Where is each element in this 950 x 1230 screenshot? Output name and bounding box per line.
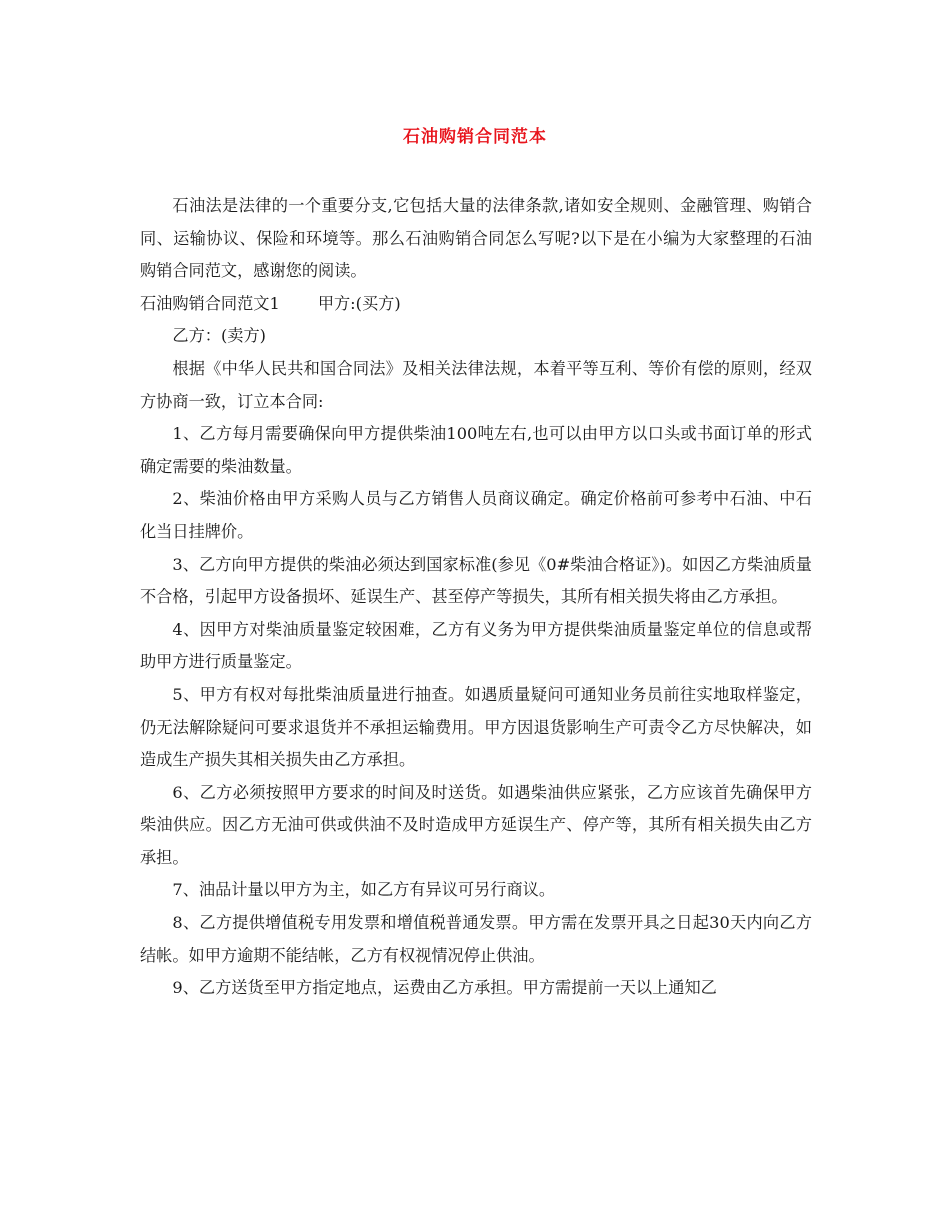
clause-4: 4、因甲方对柴油质量鉴定较困难，乙方有义务为甲方提供柴油质量鉴定单位的信息或帮助甲方进行质量鉴定。	[140, 619, 812, 672]
intro-paragraph: 石油法是法律的一个重要分支,它包括大量的法律条款,诸如安全规则、金融管理、购销合同、运输协议、保险和环境等。那么石油购销合同怎么写呢?以下是在小编为大家整理的石油购销合同范文，感谢您的阅读。	[140, 196, 812, 281]
clause-2: 2、柴油价格由甲方采购人员与乙方销售人员商议确定。确定价格前可参考中石油、中石化当日挂牌价。	[140, 489, 812, 541]
clause-9: 9、乙方送货至甲方指定地点，运费由乙方承担。甲方需提前一天以上通知乙	[172, 978, 717, 998]
clause-8: 8、乙方提供增值税专用发票和增值税普通发票。甲方需在发票开具之日起30天内向乙方结帐。如甲方逾期不能结帐，乙方有权视情况停止供油。	[140, 913, 812, 965]
clause-5: 5、甲方有权对每批柴油质量进行抽查。如遇质量疑问可通知业务员前往实地取样鉴定，仍无法解除疑问可要求退货并不承担运输费用。甲方因退货影响生产可责令乙方尽快解决，如造成生产损失其相关损失由乙方承担。	[140, 684, 812, 770]
document-body	[140, 190, 812, 1005]
clause-6: 6、乙方必须按照甲方要求的时间及时送货。如遇柴油供应紧张，乙方应该首先确保甲方柴油供应。因乙方无油可供或供油不及时造成甲方延误生产、停产等，其所有相关损失由乙方承担。	[140, 782, 812, 867]
clause-1: 1、乙方每月需要确保向甲方提供柴油100吨左右,也可以由甲方以口头或书面订单的形式确定需要的柴油数量。	[140, 424, 812, 476]
document-title: 石油购销合同范本	[403, 127, 547, 147]
sample-heading-line	[140, 288, 812, 321]
party-a-label: 甲方:(买方)	[317, 293, 401, 313]
clause-7: 7、油品计量以甲方为主，如乙方有异议可另行商议。	[172, 880, 556, 900]
sample-heading: 石油购销合同范文1	[140, 293, 280, 313]
preamble-paragraph: 根据《中华人民共和国合同法》及相关法律法规，本着平等互利、等价有偿的原则，经双方协商一致，订立本合同:	[140, 358, 812, 411]
party-b-label: 乙方：(卖方)	[172, 326, 266, 346]
clause-3: 3、乙方向甲方提供的柴油必须达到国家标准(参见《0#柴油合格证》)。如因乙方柴油质量不合格，引起甲方设备损坏、延误生产、甚至停产等损失，其所有相关损失将由乙方承担。	[140, 554, 812, 607]
